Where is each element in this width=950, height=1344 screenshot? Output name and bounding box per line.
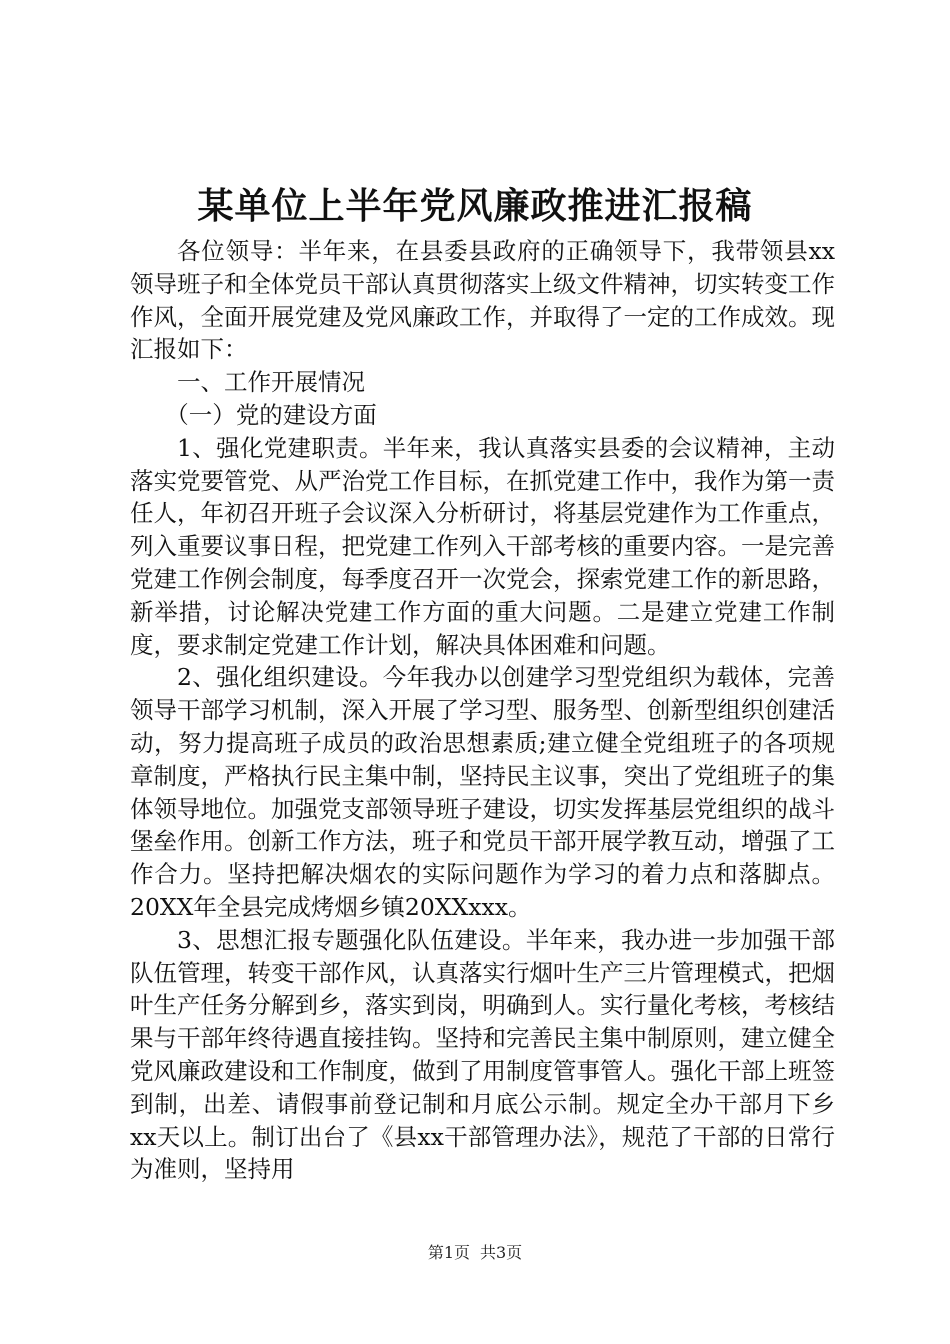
subsection-heading: （一）党的建设方面 — [165, 400, 377, 429]
body-paragraph-1: 1、强化党建职责。半年来，我认真落实县委的会议精神，主动落实党要管党、从严治党工作目标，在抓党建工作中，我作为第一责任人，年初召开班子会议深入分析研讨，将基层党建作为工作重点，列入重要议事日程，把党建工作列入干部考核的重要内容。一是完善党建工作例会制度，每季度召开一次党会，探索党建工作的新思路，新举措，讨论解决党建工作方面的重大问题。二是建立党建工作制度，要求制定党建工作计划，解决具体困难和问题。 — [130, 433, 835, 659]
body-paragraph-2: 2、强化组织建设。今年我办以创建学习型党组织为载体，完善领导干部学习机制，深入开展了学习型、服务型、创新型组织创建活动，努力提高班子成员的政治思想素质;建立健全党组班子的各项规章制度，严格执行民主集中制，坚持民主议事，突出了党组班子的集体领导地位。加强党支部领导班子建设，切实发挥基层党组织的战斗堡垒作用。创新工作方法，班子和党员干部开展学教互动，增强了工作合力。坚持把解决烟农的实际问题作为学习的着力点和落脚点。20XX年全县完成烤烟乡镇20XXxxx。 — [130, 663, 835, 921]
section-heading: 一、工作开展情况 — [177, 368, 365, 397]
page-number: 第1页 — [427, 1243, 470, 1262]
body-paragraph-3: 3、思想汇报专题强化队伍建设。半年来，我办进一步加强干部队伍管理，转变干部作风，认真落实行烟叶生产三片管理模式，把烟叶生产任务分解到乡，落实到岗，明确到人。实行量化考核，考核结果与干部年终待遇直接挂钩。坚持和完善民主集中制原则，建立健全党风廉政建设和工作制度，做到了用制度管事管人。强化干部上班签到制，出差、请假事前登记制和月底公示制。规定全办干部月下乡xx天以上。制订出台了《县xx干部管理办法》，规范了干部的日常行为准则，坚持用 — [130, 925, 835, 1184]
page-total: 共3页 — [480, 1243, 523, 1262]
page-footer — [0, 1242, 950, 1264]
document-title: 某单位上半年党风廉政推进汇报稿 — [197, 186, 753, 227]
document-body — [130, 235, 835, 1186]
greeting-paragraph: 各位领导：半年来，在县委县政府的正确领导下，我带领县xx领导班子和全体党员干部认真贯彻落实上级文件精神，切实转变工作作风，全面开展党建及党风廉政工作，并取得了一定的工作成效。现汇报如下： — [130, 237, 835, 364]
